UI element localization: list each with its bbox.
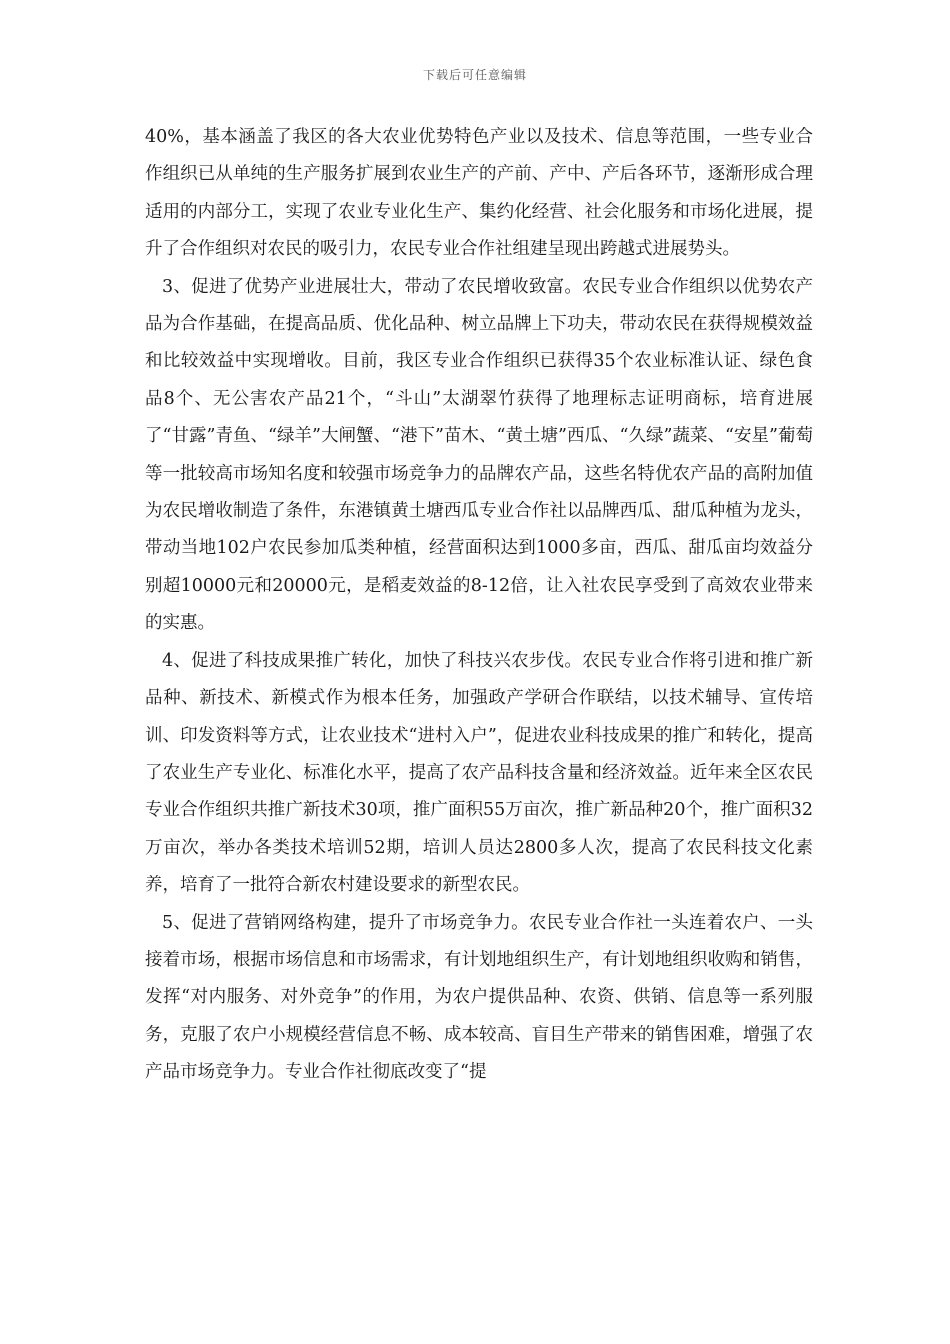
paragraph-continuation: 40%，基本涵盖了我区的各大农业优势特色产业以及技术、信息等范围，一些专业合作组织已从单纯的生产服务扩展到农业生产的产前、产中、产后各环节，逐渐形成合理适用的内部分工，实现了农业专业化生产、集约化经营、社会化服务和市场化进展，提升了合作组织对农民的吸引力，农民专业合作社组建呈现出跨越式进展势头。 [145,127,813,260]
paragraph-section-4: 4、促进了科技成果推广转化，加快了科技兴农步伐。农民专业合作将引进和推广新品种、新技术、新模式作为根本任务，加强政产学研合作联结，以技术辅导、宣传培训、印发资料等方式，让农业技术“进村入户”，促进农业科技成果的推广和转化，提高了农业生产专业化、标准化水平，提高了农产品科技含量和经济效益。近年来全区农民专业合作组织共推广新技术30项，推广面积55万亩次，推广新品种20个，推广面积32万亩次，举办各类技术培训52期，培训人员达2800多人次，提高了农民科技文化素养，培育了一批符合新农村建设要求的新型农民。 [145,650,813,896]
document-body [145,119,813,1092]
paragraph-section-3: 3、促进了优势产业进展壮大，带动了农民增收致富。农民专业合作组织以优势农产品为合作基础，在提高品质、优化品种、树立品牌上下功夫，带动农民在获得规模效益和比较效益中实现增收。目前，我区专业合作组织已获得35个农业标准认证、绿色食品8个、无公害农产品21个，“斗山”太湖翠竹获得了地理标志证明商标，培育进展了“甘露”青鱼、“绿羊”大闸蟹、“港下”苗木、“黄土塘”西瓜、“久绿”蔬菜、“安星”葡萄等一批较高市场知名度和较强市场竞争力的品牌农产品，这些名特优农产品的高附加值为农民增收制造了条件，东港镇黄土塘西瓜专业合作社以品牌西瓜、甜瓜种植为龙头，带动当地102户农民参加瓜类种植，经营面积达到1000多亩，西瓜、甜瓜亩均效益分别超10000元和20000元，是稻麦效益的8-12倍，让入社农民享受到了高效农业带来的实惠。 [145,276,813,634]
paragraph-section-5: 5、促进了营销网络构建，提升了市场竞争力。农民专业合作社一头连着农户、一头接着市场，根据市场信息和市场需求，有计划地组织生产，有计划地组织收购和销售，发挥“对内服务、对外竞争”的作用，为农户提供品种、农资、供销、信息等一系列服务，克服了农户小规模经营信息不畅、成本较高、盲目生产带来的销售困难，增强了农产品市场竞争力。专业合作社彻底改变了“提 [145,912,813,1083]
page-header: 下载后可任意编辑 [422,68,527,82]
